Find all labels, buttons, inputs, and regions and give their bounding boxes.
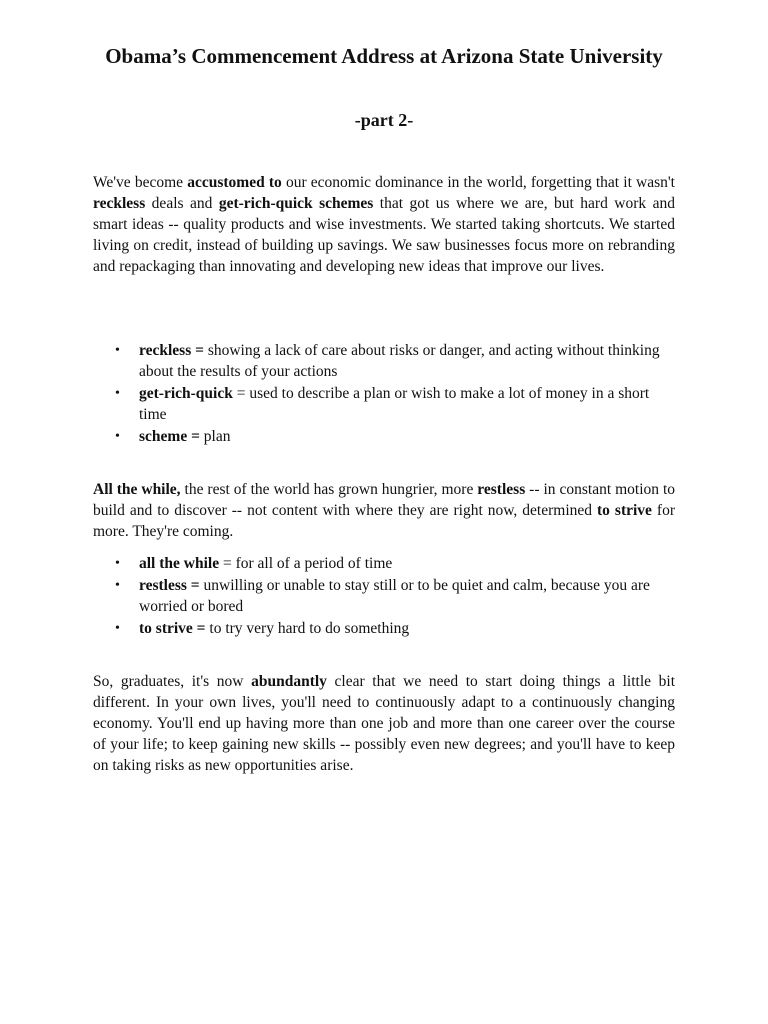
glossary-term: scheme = xyxy=(139,428,200,445)
glossary-item xyxy=(113,426,675,447)
glossary-list-2 xyxy=(113,553,675,640)
paragraph-3 xyxy=(93,671,675,776)
keyword-abundantly: abundantly xyxy=(251,673,327,690)
bullet-icon: • xyxy=(115,621,120,636)
paragraph-text: deals and xyxy=(145,195,219,212)
bullet-icon: • xyxy=(115,386,120,401)
glossary-term: all the while xyxy=(139,555,220,572)
keyword-all-the-while: All the while, xyxy=(93,481,181,498)
paragraph-2 xyxy=(93,479,675,542)
glossary-definition: = used to describe a plan or wish to make a lot of money in a short time xyxy=(139,385,650,423)
paragraph-text: clear that we need to start doing things a little bit different. In your own lives, you'll need to continuously adapt to a continuously changing economy. You'll end up having more than one job and more than one career over the course of your life; to keep gaining new skills -- possibly even new degrees; and you'll have to keep on taking risks as new opportunities arise. xyxy=(93,673,676,774)
paragraph-1 xyxy=(93,172,675,277)
glossary-item xyxy=(113,618,675,639)
glossary-term: restless = xyxy=(139,577,200,594)
glossary-term: get-rich-quick xyxy=(139,385,233,402)
bullet-icon: • xyxy=(115,343,120,358)
glossary-definition: to try very hard to do something xyxy=(205,620,410,637)
glossary-definition: = for all of a period of time xyxy=(219,555,393,572)
paragraph-text: our economic dominance in the world, forgetting that it wasn't xyxy=(281,174,675,191)
keyword-get-rich-quick-schemes: get-rich-quick schemes xyxy=(218,195,374,212)
paragraph-text: So, graduates, it's now xyxy=(93,673,252,690)
glossary-definition: showing a lack of care about risks or danger, and acting without thinking about the results of your actions xyxy=(139,342,660,380)
glossary-item xyxy=(113,575,675,617)
keyword-reckless: reckless xyxy=(93,195,146,212)
glossary-term: reckless = xyxy=(139,342,204,359)
bullet-icon: • xyxy=(115,578,120,593)
glossary-item xyxy=(113,383,675,425)
paragraph-text: -- in constant motion to build and to discover -- not content with where they are right now, determined xyxy=(93,481,676,519)
paragraph-text: for more. They're coming. xyxy=(93,502,676,540)
keyword-accustomed-to: accustomed to xyxy=(187,174,282,191)
paragraph-text: We've become xyxy=(93,174,188,191)
glossary-list-1 xyxy=(113,340,675,448)
bullet-icon: • xyxy=(115,429,120,444)
glossary-term: to strive = xyxy=(139,620,206,637)
glossary-item xyxy=(113,340,675,382)
bullet-icon: • xyxy=(115,556,120,571)
keyword-to-strive: to strive xyxy=(597,502,652,519)
glossary-definition: plan xyxy=(199,428,231,445)
keyword-restless: restless xyxy=(477,481,526,498)
document-title: Obama’s Commencement Address at Arizona State University xyxy=(105,44,663,68)
document-subtitle: -part 2- xyxy=(354,110,414,130)
paragraph-text: the rest of the world has grown hungrier, more xyxy=(180,481,478,498)
paragraph-text: that got us where we are, but hard work and smart ideas -- quality products and wise investments. We started taking shortcuts. We started living on credit, instead of building up savings. We saw businesses focus more on rebranding and repackaging than innovating and developing new ideas that improve our lives. xyxy=(93,195,675,275)
glossary-definition: unwilling or unable to stay still or to be quiet and calm, because you are worried or bored xyxy=(139,577,650,615)
glossary-item xyxy=(113,553,675,574)
